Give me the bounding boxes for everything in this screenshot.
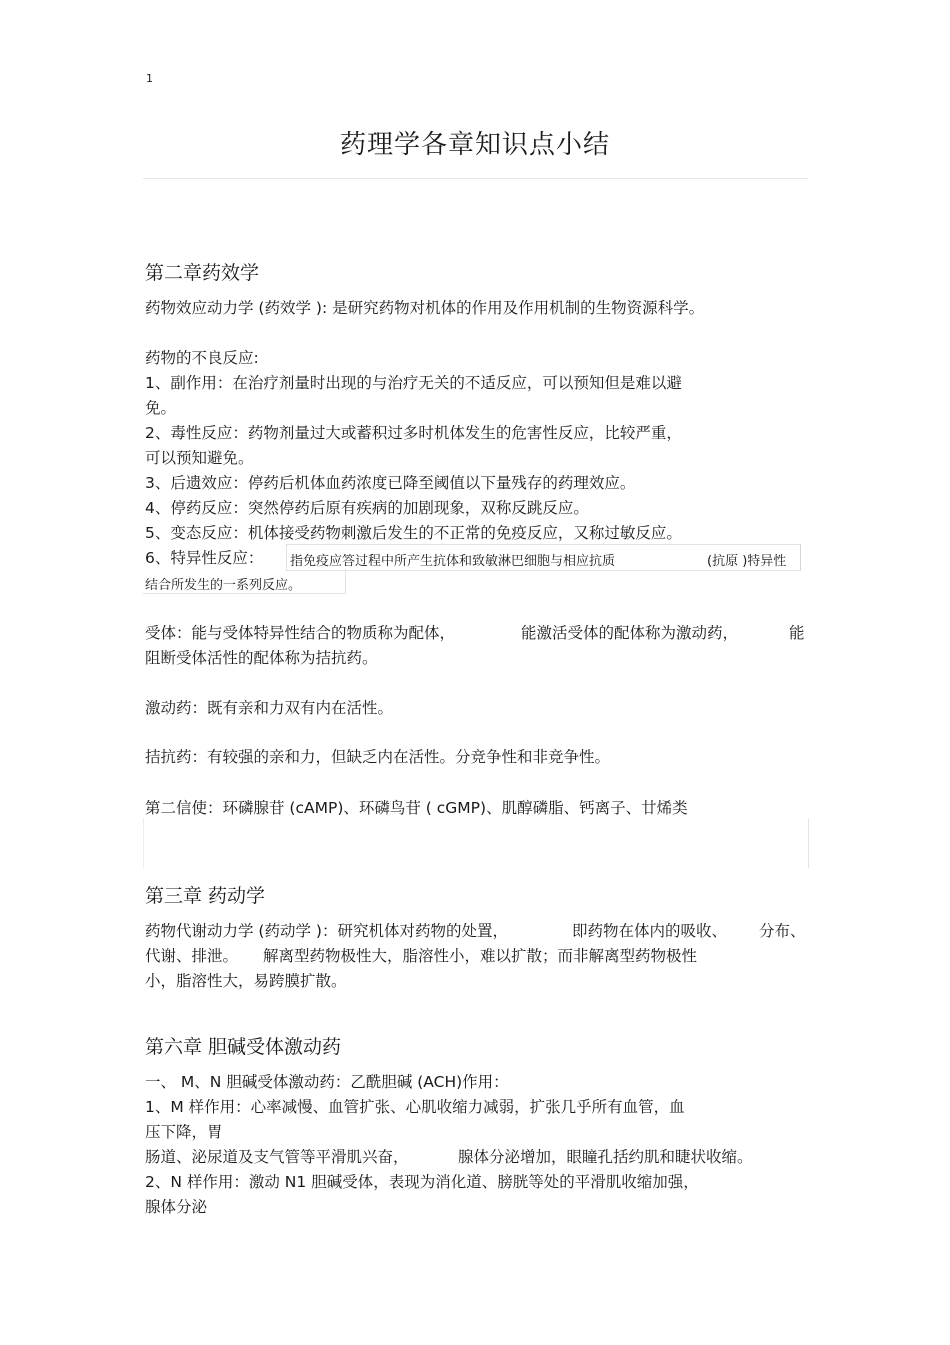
adverse-item-2: 2、毒性反应：药物剂量过大或蓄积过多时机体发生的危害性反应，比较严重，: [145, 424, 682, 442]
pharmacokinetics-line-1b: 即药物在体内的吸收、: [572, 922, 728, 940]
antagonist-definition: 拮抗药：有较强的亲和力，但缺乏内在活性。分竞争性和非竞争性。: [145, 748, 611, 766]
cholinergic-line-2: 1、M 样作用：心率减慢、血管扩张、心肌收缩力减弱，扩张几乎所有血管，血: [145, 1098, 685, 1116]
cholinergic-line-6: 腺体分泌: [145, 1198, 208, 1216]
chapter2-heading: 第二章药效学: [145, 262, 260, 284]
receptor-line-1c: 能: [789, 624, 805, 642]
adverse-item-6-label: 6、特异性反应：: [145, 549, 264, 567]
page-number: 1: [146, 72, 153, 85]
adverse-reactions-title: 药物的不良反应:: [145, 349, 259, 367]
pharmacokinetics-line-3: 小，脂溶性大，易跨膜扩散。: [145, 972, 347, 990]
agonist-definition: 激动药：既有亲和力双有内在活性。: [145, 699, 394, 717]
adverse-item-5: 5、变态反应：机体接受药物刺激后发生的不正常的免疫反应，又称过敏反应。: [145, 524, 682, 542]
receptor-line-1b: 能激活受体的配体称为激动药，: [521, 624, 739, 642]
cholinergic-line-3: 压下降，胃: [145, 1123, 223, 1141]
pharmacokinetics-line-1c: 分布、: [759, 922, 806, 940]
pharmacokinetics-line-1a: 药物代谢动力学 (药动学 )：研究机体对药物的处置，: [145, 922, 508, 940]
cholinergic-line-1: 一、 M、N 胆碱受体激动药：乙酰胆碱 (ACH)作用：: [145, 1073, 509, 1091]
receptor-line-1a: 受体：能与受体特异性结合的物质称为配体，: [145, 624, 456, 642]
pharmacokinetics-line-2a: 代谢、排泄。: [145, 947, 239, 965]
cholinergic-line-4a: 肠道、泌尿道及支气管等平滑肌兴奋，: [145, 1148, 409, 1166]
adverse-item-4: 4、停药反应：突然停药后原有疾病的加剧现象，双称反跳反应。: [145, 499, 589, 517]
chapter6-heading: 第六章 胆碱受体激动药: [145, 1036, 342, 1058]
adverse-item-1-cont: 免。: [145, 399, 177, 417]
chapter3-heading: 第三章 药动学: [145, 885, 266, 907]
document-title: 药理学各章知识点小结: [339, 130, 610, 160]
adverse-item-6-box-text: 指免疫应答过程中所产生抗体和致敏淋巴细胞与相应抗质: [290, 554, 616, 569]
cholinergic-line-4b: 腺体分泌增加，眼瞳孔括约肌和睫状收缩。: [458, 1148, 753, 1166]
adverse-item-3: 3、后遗效应：停药后机体血药浓度已降至阈值以下量残存的药理效应。: [145, 474, 636, 492]
adverse-item-2-cont: 可以预知避免。: [145, 449, 254, 467]
pharmacokinetics-line-2b: 解离型药物极性大，脂溶性小，难以扩散；而非解离型药物极性: [263, 947, 698, 965]
pharmacodynamics-definition: 药物效应动力学 (药效学 ): 是研究药物对机体的作用及作用机制的生物资源科学。: [145, 299, 705, 317]
blank-annotation-area: [143, 818, 809, 868]
title-divider: [143, 178, 808, 179]
second-messenger: 第二信使：环磷腺苷 (cAMP)、环磷鸟苷 ( cGMP)、肌醇磷脂、钙离子、廿烯类: [145, 799, 688, 817]
adverse-item-6-cont: 结合所发生的一系列反应。: [145, 578, 302, 593]
cholinergic-line-5: 2、N 样作用：激动 N1 胆碱受体，表现为消化道、膀胱等处的平滑肌收缩加强，: [145, 1173, 699, 1191]
adverse-item-1: 1、副作用：在治疗剂量时出现的与治疗无关的不适反应，可以预知但是难以避: [145, 374, 682, 392]
adverse-item-6-tail: (抗原 )特异性: [707, 554, 787, 569]
receptor-line-2: 阻断受体活性的配体称为拮抗药。: [145, 649, 378, 667]
